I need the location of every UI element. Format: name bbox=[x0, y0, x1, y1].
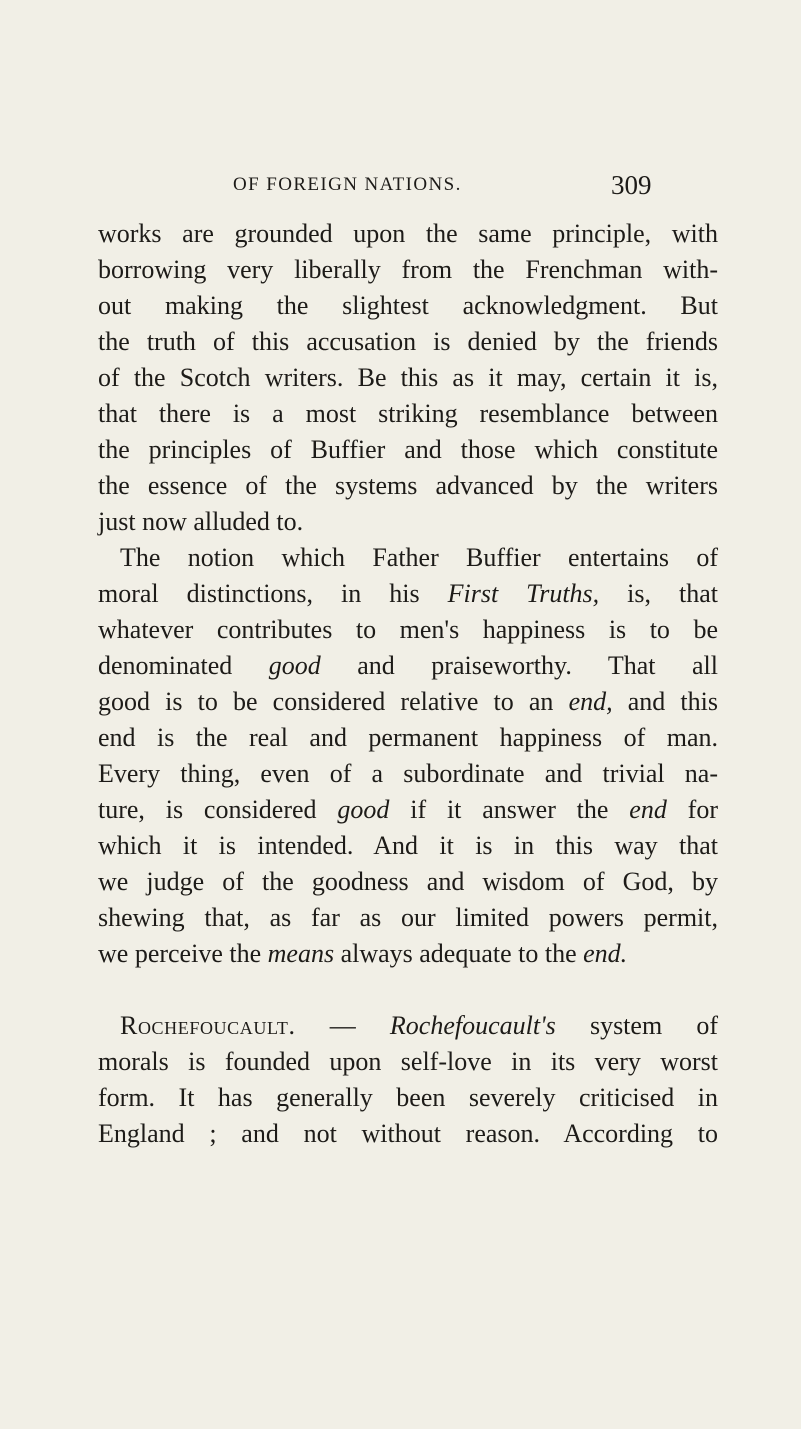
italic-word: end bbox=[629, 795, 667, 824]
text-line: out making the slightest acknowledgment. But bbox=[98, 291, 718, 320]
section-heading-smallcaps: Rochefoucault. bbox=[120, 1011, 296, 1040]
italic-word: end, bbox=[568, 687, 613, 716]
text-line: just now alluded to. bbox=[98, 507, 304, 536]
text-line: form. It has generally been severely criticised in bbox=[98, 1083, 718, 1112]
text-span: moral distinctions, in his bbox=[98, 579, 448, 608]
text-line: we judge of the goodness and wisdom of God, by bbox=[98, 867, 718, 896]
text-line bbox=[98, 648, 718, 684]
em-dash: — bbox=[295, 1011, 390, 1040]
text-span: always adequate to the bbox=[334, 939, 584, 968]
text-line: which it is intended. And it is in this way that bbox=[98, 831, 718, 860]
text-line: shewing that, as far as our limited powers permit, bbox=[98, 903, 718, 932]
page-number: 309 bbox=[611, 170, 652, 200]
text-line: Every thing, even of a subordinate and trivial na- bbox=[98, 759, 718, 788]
text-line: the truth of this accusation is denied by the friends bbox=[98, 327, 718, 356]
text-line bbox=[98, 684, 718, 720]
text-line bbox=[98, 576, 718, 612]
text-line: end is the real and permanent happiness of man. bbox=[98, 723, 718, 752]
text-line: works are grounded upon the same principle, with bbox=[98, 219, 718, 248]
italic-word: good bbox=[268, 651, 321, 680]
text-line: The notion which Father Buffier entertains of bbox=[120, 543, 718, 572]
book-title-italic: First Truths, bbox=[447, 579, 600, 608]
text-span: and this bbox=[612, 687, 718, 716]
text-line bbox=[120, 1008, 718, 1044]
text-line bbox=[98, 936, 718, 972]
italic-word: Rochefoucault's bbox=[389, 1011, 556, 1040]
text-span: and praiseworthy. That all bbox=[320, 651, 718, 680]
text-line: of the Scotch writers. Be this as it may, certain it is, bbox=[98, 363, 718, 392]
text-span: ture, is considered bbox=[98, 795, 338, 824]
running-title: OF FOREIGN NATIONS. bbox=[233, 174, 462, 195]
text-line bbox=[98, 792, 718, 828]
text-span: is, that bbox=[599, 579, 718, 608]
text-span: if it answer the bbox=[389, 795, 630, 824]
text-line: the principles of Buffier and those which constitute bbox=[98, 435, 718, 464]
italic-word: good bbox=[337, 795, 390, 824]
text-line: that there is a most striking resemblance between bbox=[98, 399, 718, 428]
italic-word: end. bbox=[583, 939, 628, 968]
text-span: good is to be considered relative to an bbox=[98, 687, 569, 716]
running-head bbox=[233, 170, 733, 200]
italic-word: means bbox=[267, 939, 335, 968]
text-line: morals is founded upon self-love in its very worst bbox=[98, 1047, 718, 1076]
text-line: borrowing very liberally from the Frenchman with- bbox=[98, 255, 718, 284]
text-line: England ; and not without reason. According to bbox=[98, 1119, 718, 1148]
text-span: for bbox=[666, 795, 718, 824]
text-line: whatever contributes to men's happiness is to be bbox=[98, 615, 718, 644]
text-span: denominated bbox=[98, 651, 269, 680]
text-span: system of bbox=[555, 1011, 718, 1040]
text-line: the essence of the systems advanced by the writers bbox=[98, 471, 718, 500]
text-span: we perceive the bbox=[98, 939, 268, 968]
